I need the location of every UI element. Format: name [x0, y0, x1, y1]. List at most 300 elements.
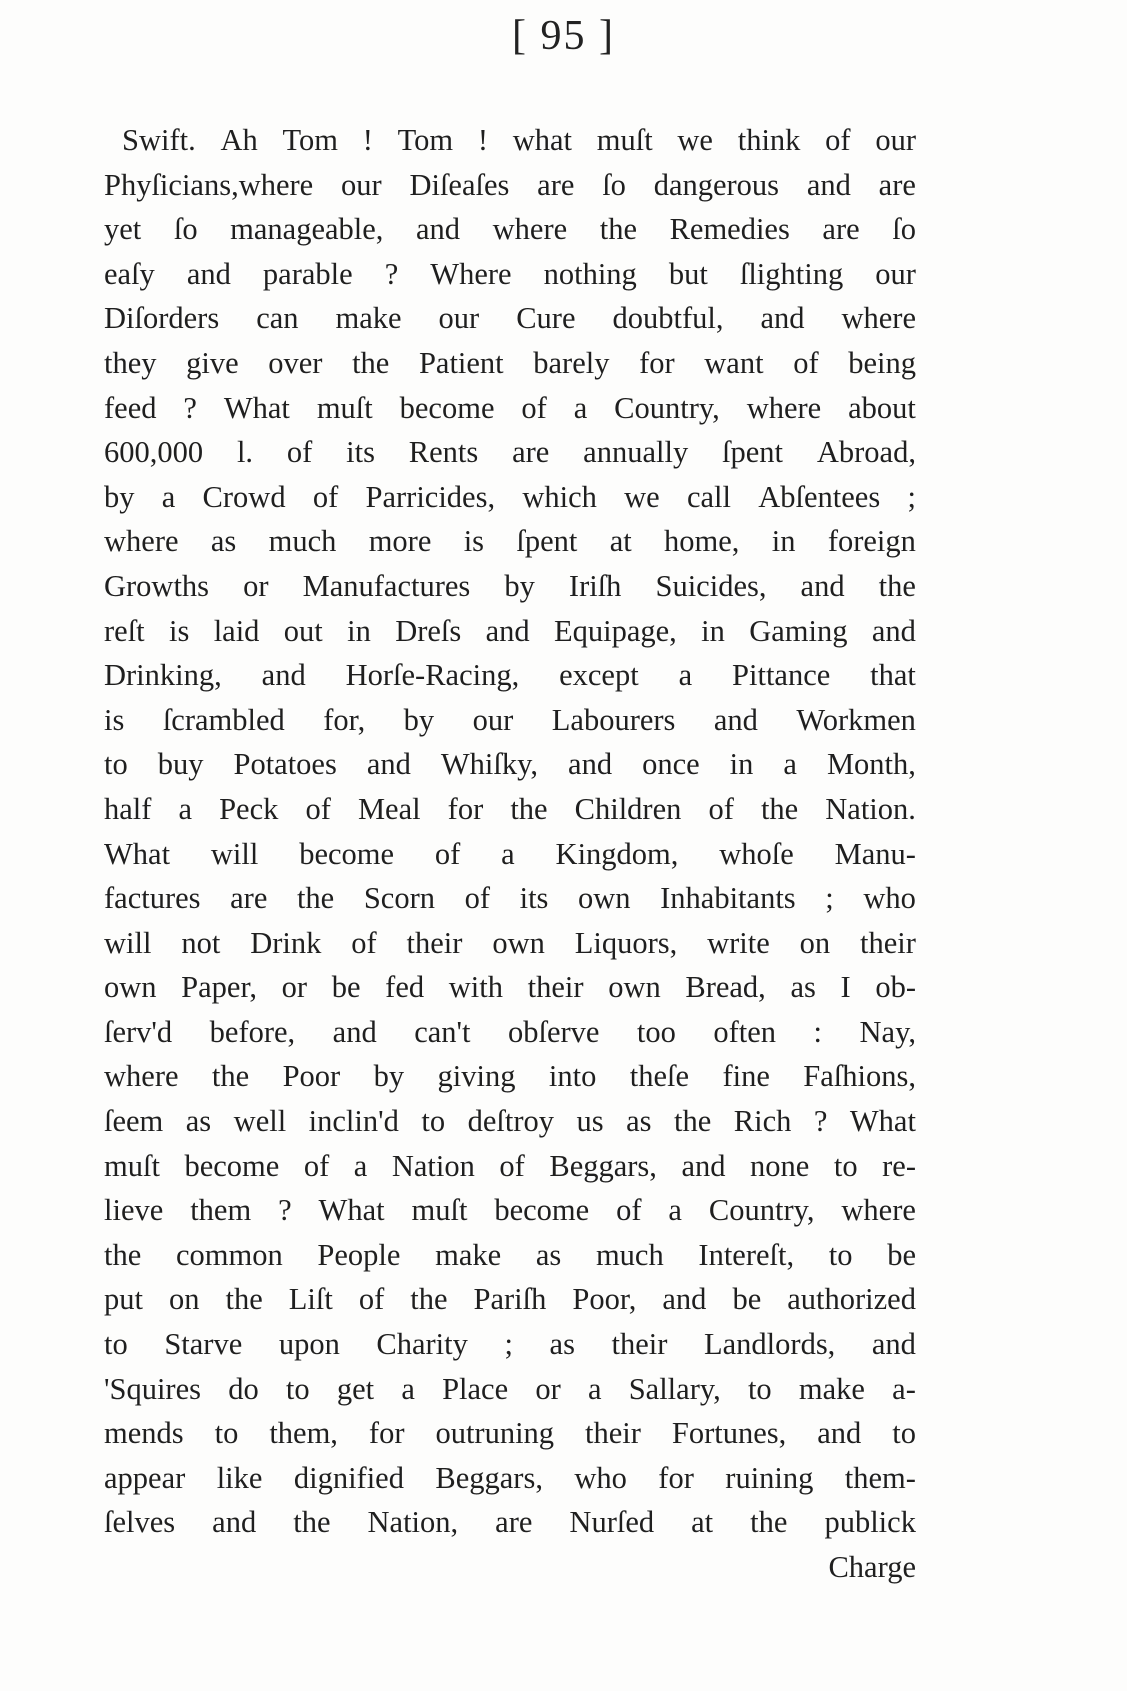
word: a [353, 1148, 368, 1183]
word: into [548, 1059, 597, 1094]
word: and [212, 1505, 257, 1540]
word: Workmen [796, 702, 916, 737]
word: where [841, 301, 916, 336]
word: l. [236, 435, 254, 470]
text-line [104, 1010, 916, 1055]
word: ? [183, 390, 197, 425]
word: the [510, 791, 548, 826]
word: ; [504, 1327, 513, 1362]
word: are [537, 167, 575, 202]
word: theſe [629, 1059, 690, 1094]
word: barely [533, 345, 610, 380]
word: which [522, 479, 597, 514]
word: fed [385, 970, 425, 1005]
word: factures [104, 881, 201, 916]
word: Where [430, 256, 512, 291]
word: Country, [708, 1193, 815, 1228]
word: muſt [104, 1148, 160, 1183]
word: Suicides, [655, 568, 767, 603]
word: ob- [875, 970, 916, 1005]
word: muſt [411, 1193, 468, 1228]
word: to [104, 1327, 128, 1362]
word: a- [892, 1371, 916, 1406]
word: who [574, 1460, 627, 1495]
word: ! [477, 123, 488, 157]
word: much [268, 524, 337, 559]
word: ! [362, 123, 373, 157]
word: of [286, 435, 313, 470]
word: eaſy [104, 256, 155, 291]
word: with [448, 970, 503, 1005]
word: laid [213, 613, 260, 648]
word: authorized [787, 1282, 916, 1317]
word: or [243, 568, 269, 603]
word: more [368, 524, 432, 559]
word: ? [384, 256, 399, 291]
text-line [104, 163, 916, 208]
word: giving [437, 1059, 516, 1094]
word: in [347, 613, 371, 648]
word: of [434, 836, 461, 871]
word: to [104, 747, 128, 782]
word: What [104, 836, 171, 871]
word: ſelves [104, 1505, 176, 1540]
word: their [860, 925, 916, 960]
word: and [485, 613, 530, 648]
word: parable [262, 256, 353, 291]
word: ſerv'd [104, 1014, 173, 1049]
body-text [104, 118, 916, 1590]
word: Drink [250, 925, 322, 960]
word: except [559, 658, 639, 693]
text-line [104, 475, 916, 520]
word: its [519, 881, 549, 916]
word: and [871, 1327, 916, 1362]
word: we [677, 123, 713, 157]
text-line [104, 965, 916, 1010]
word: a [401, 1371, 415, 1406]
word: become [299, 836, 395, 871]
word: deſtroy [467, 1104, 554, 1139]
word: Faſhions, [803, 1059, 916, 1094]
word: Paper, [181, 970, 258, 1005]
word: give [186, 345, 239, 380]
word: write [707, 925, 770, 960]
text-line [104, 430, 916, 475]
word: the [293, 1505, 331, 1540]
word: Sallary, [628, 1371, 721, 1406]
text-line [104, 653, 916, 698]
word: own [608, 970, 661, 1005]
word: ſo [602, 167, 626, 202]
word: Dreſs [395, 613, 462, 648]
text-line [104, 787, 916, 832]
word: Nation, [367, 1505, 459, 1540]
word: Month, [826, 747, 916, 782]
word: will [210, 836, 259, 871]
word: become [399, 390, 495, 425]
word: Liſt [288, 1282, 333, 1317]
word: and [186, 256, 231, 291]
text-line [104, 386, 916, 431]
word: ſlighting [739, 256, 844, 291]
word: Abſentees [758, 479, 881, 514]
word: about [848, 390, 916, 425]
word: not [181, 925, 221, 960]
word: Equipage, [554, 613, 677, 648]
word: to [828, 1237, 853, 1272]
word: of [708, 791, 734, 826]
word: a [783, 747, 797, 782]
word: the [296, 881, 335, 916]
word: the [104, 1237, 142, 1272]
word: home, [664, 524, 740, 559]
word: Manu- [834, 836, 916, 871]
word: feed [104, 390, 157, 425]
word: on [799, 925, 831, 960]
word: where [841, 1193, 916, 1228]
word: Peck [219, 791, 279, 826]
word: for [639, 345, 675, 380]
word: Scorn [363, 881, 435, 916]
word: Beggars, [435, 1460, 543, 1495]
word: What [849, 1104, 916, 1139]
word: Diſeaſes [409, 167, 510, 202]
text-line [104, 1411, 916, 1456]
word: are [512, 435, 550, 470]
word: to [285, 1371, 310, 1406]
word: they [104, 345, 157, 380]
word: of [464, 881, 490, 916]
word: upon [278, 1327, 340, 1362]
word: Nay, [859, 1014, 916, 1049]
text-line [104, 742, 916, 787]
word: ſcrambled [162, 702, 285, 737]
word: of [303, 1148, 330, 1183]
word: of [616, 1193, 642, 1228]
word: is [169, 613, 190, 648]
word: become [184, 1148, 280, 1183]
word: Growths [104, 568, 210, 603]
word: foreign [827, 524, 916, 559]
word: What [318, 1193, 385, 1228]
word: Poor, [572, 1282, 637, 1317]
word: the [750, 1505, 788, 1540]
word: as [626, 1104, 652, 1139]
word: us [576, 1104, 604, 1139]
word: Country, [614, 390, 720, 425]
word: ? [813, 1104, 828, 1139]
word: to [747, 1371, 772, 1406]
word: ruining [725, 1460, 814, 1495]
text-line [104, 876, 916, 921]
word: the [410, 1282, 448, 1317]
word: for [658, 1460, 694, 1495]
word: a [573, 390, 588, 425]
word: ſo [892, 212, 916, 247]
word: where [746, 390, 822, 425]
word: Nurſed [569, 1505, 655, 1540]
word: What [223, 390, 290, 425]
word: doubtful, [612, 301, 724, 336]
word: and [760, 301, 805, 336]
word: where [492, 212, 568, 247]
word: Landlords, [704, 1327, 836, 1362]
word: before, [209, 1014, 296, 1049]
word: to [833, 1148, 858, 1183]
word: and [713, 702, 758, 737]
word: be [732, 1282, 762, 1317]
word: the [599, 212, 637, 247]
word: their [611, 1327, 668, 1362]
word: Ah [220, 123, 258, 157]
word: Remedies [669, 212, 790, 247]
word: their [406, 925, 463, 960]
text-line [104, 1456, 916, 1501]
text-line [104, 1322, 916, 1367]
word: we [624, 479, 660, 514]
word: their [527, 970, 584, 1005]
word: get [336, 1371, 375, 1406]
word: own [492, 925, 545, 960]
word: of [521, 390, 547, 425]
word: much [595, 1237, 664, 1272]
word: and [568, 747, 613, 782]
word: publick [824, 1505, 916, 1540]
text-line [104, 1233, 916, 1278]
word: common [175, 1237, 283, 1272]
word: Crowd [202, 479, 286, 514]
word: the [352, 345, 390, 380]
word: Starve [164, 1327, 243, 1362]
word: the [225, 1282, 263, 1317]
word: Gaming [749, 613, 848, 648]
word: them, [269, 1416, 338, 1451]
word: 'Squires [104, 1371, 201, 1406]
word: or [281, 970, 308, 1005]
word: our [438, 301, 480, 336]
word: muſt [596, 123, 653, 157]
word: at [691, 1505, 714, 1540]
word: I [840, 970, 851, 1005]
word: a [501, 836, 515, 871]
word: manageable, [230, 212, 384, 247]
word: once [642, 747, 700, 782]
word: want [704, 345, 764, 380]
word: become [494, 1193, 590, 1228]
word: out [283, 613, 323, 648]
text-line [104, 207, 916, 252]
word: obſerve [507, 1014, 600, 1049]
word: buy [157, 747, 204, 782]
word: ? [278, 1193, 292, 1228]
word: lieve [104, 1193, 164, 1228]
word: dignified [293, 1460, 404, 1495]
word: where [104, 1059, 179, 1094]
word: ſeem [104, 1104, 164, 1139]
text-line [104, 1188, 916, 1233]
word: Meal [357, 791, 421, 826]
word: for, [323, 702, 366, 737]
word: Beggars, [549, 1148, 657, 1183]
text-line [104, 698, 916, 743]
word: the [878, 568, 916, 603]
text-line [104, 1277, 916, 1322]
word: make [335, 301, 402, 336]
text-line [104, 1099, 916, 1144]
word: Abroad, [816, 435, 916, 470]
word: fine [722, 1059, 770, 1094]
word: Poor [282, 1059, 341, 1094]
word: Patient [418, 345, 504, 380]
word: and [662, 1282, 707, 1317]
word: a [178, 791, 193, 826]
word: the [211, 1059, 250, 1094]
word: of [793, 345, 819, 380]
word: make [798, 1371, 865, 1406]
word: are [495, 1505, 533, 1540]
word: Parricides, [365, 479, 496, 514]
word: their [585, 1416, 641, 1451]
text-line [104, 1144, 916, 1189]
word: Phyſicians,where [104, 167, 314, 202]
catchword: Charge [828, 1550, 916, 1584]
text-line [104, 519, 916, 564]
word: and [332, 1014, 377, 1049]
word: do [228, 1371, 259, 1406]
word: outruning [435, 1416, 555, 1451]
word: well [233, 1104, 287, 1139]
word: for [368, 1416, 405, 1451]
word: mends [104, 1416, 184, 1451]
word: and [681, 1148, 726, 1183]
word: of [499, 1148, 525, 1183]
word: be [331, 970, 361, 1005]
word: of [825, 123, 851, 157]
word: that [870, 658, 916, 693]
word: will [104, 925, 152, 960]
text-line [104, 832, 916, 877]
word: our [472, 702, 514, 737]
word: by [504, 568, 535, 603]
word: and [871, 613, 916, 648]
word: but [668, 256, 708, 291]
word: of [312, 479, 339, 514]
word: can [256, 301, 299, 336]
word: to [421, 1104, 446, 1139]
word: Whiſky, [440, 747, 539, 782]
word: Cure [516, 301, 576, 336]
word: Bread, [685, 970, 766, 1005]
word: be [887, 1237, 916, 1272]
word: Nation [391, 1148, 475, 1183]
word: often [713, 1014, 777, 1049]
word: over [268, 345, 323, 380]
word: nothing [543, 256, 637, 291]
word: Swift. [122, 123, 196, 157]
word: its [346, 435, 375, 470]
word: ; [825, 881, 834, 916]
word: in [729, 747, 754, 782]
word: as [790, 970, 816, 1005]
word: Liquors, [574, 925, 678, 960]
text-line [104, 564, 916, 609]
word: Manufactures [302, 568, 471, 603]
word: put [104, 1282, 143, 1317]
word: and [817, 1416, 862, 1451]
word: at [609, 524, 632, 559]
word: in [701, 613, 725, 648]
word: appear [104, 1460, 186, 1495]
word: Tom [397, 123, 454, 157]
word: as [210, 524, 237, 559]
word: Iriſh [568, 568, 622, 603]
word: dangerous [653, 167, 780, 202]
word: to [892, 1416, 916, 1451]
word: by [104, 479, 135, 514]
word: and [800, 568, 845, 603]
word: are [878, 167, 916, 202]
word: and [366, 747, 411, 782]
word: a [668, 1193, 682, 1228]
word: whoſe [719, 836, 794, 871]
word: Kingdom, [555, 836, 679, 871]
word: Labourers [551, 702, 676, 737]
word: are [230, 881, 268, 916]
word: is [463, 524, 485, 559]
word: too [636, 1014, 676, 1049]
word: think [737, 123, 801, 157]
word: and [806, 167, 851, 202]
word: where [104, 524, 179, 559]
word: own [104, 970, 157, 1005]
word: Rich [733, 1104, 792, 1139]
word: and [416, 212, 461, 247]
text-line [104, 252, 916, 297]
word: Tom [282, 123, 338, 157]
word: as [549, 1327, 575, 1362]
word: our [341, 167, 382, 202]
word: Nation. [825, 791, 916, 826]
word: can't [414, 1014, 471, 1049]
word: Potatoes [233, 747, 337, 782]
word: our [875, 123, 916, 157]
word: Intereſt, [698, 1237, 795, 1272]
word: of [351, 925, 377, 960]
word: a [678, 658, 693, 693]
word: inclin'd [308, 1104, 399, 1139]
word: Inhabitants [660, 881, 796, 916]
word: or [535, 1371, 561, 1406]
word: of [305, 791, 331, 826]
catchword-line [104, 1545, 916, 1590]
word: : [813, 1014, 823, 1049]
word: as [185, 1104, 212, 1139]
word: muſt [316, 390, 373, 425]
word: for [447, 791, 484, 826]
text-line [104, 609, 916, 654]
word: 600,000 [104, 435, 204, 470]
word: ſpent [722, 435, 784, 470]
word: reſt [104, 613, 145, 648]
word: Fortunes, [671, 1416, 787, 1451]
word: the [674, 1104, 712, 1139]
word: who [863, 881, 916, 916]
word: them- [844, 1460, 916, 1495]
word: none [750, 1148, 810, 1183]
text-line [104, 1054, 916, 1099]
word: is [104, 702, 125, 737]
